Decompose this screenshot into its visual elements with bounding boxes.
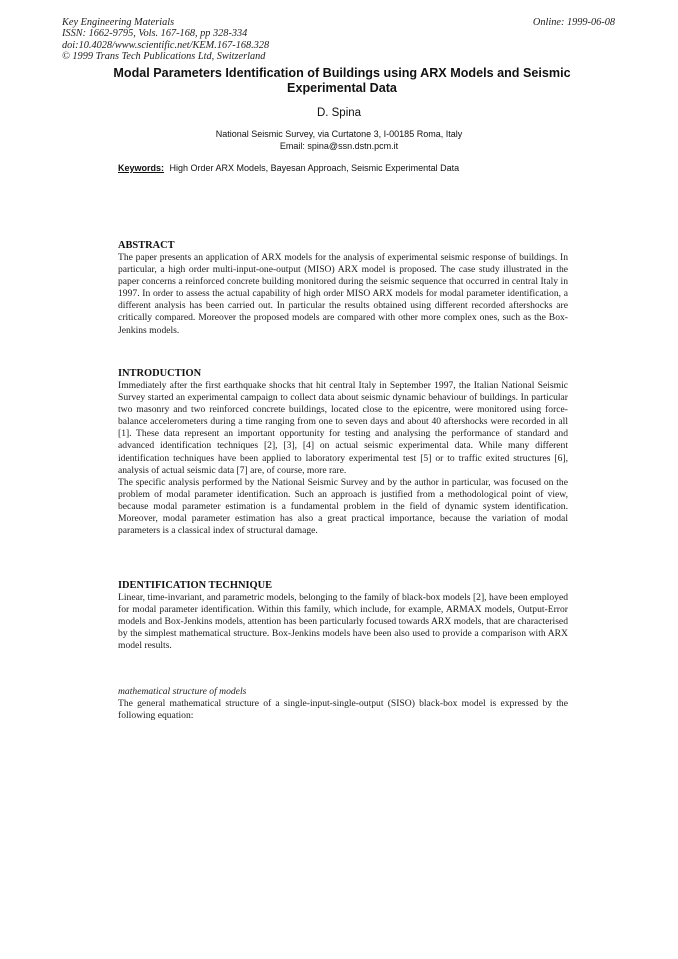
author-email: Email: spina@ssn.dstn.pcm.it bbox=[279, 141, 399, 151]
abstract-text: The paper presents an application of ARX models for the analysis of experimental seismic response of buildings. In particular, a high order multi-input-one-output (MISO) ARX model is proposed. The case study illustrated in the paper concerns a reinforced concrete building monitored during the seismic sequence that occurred in central Italy in 1997. In order to assess the actual capability of high order MISO ARX models for modal parameter identification, a different analysis has been carried out. In particular the results obtained using different recorded aftershocks are critically compared. Moreover the proposed models are compared with other more complex ones, such as the Box-Jenkins models. bbox=[118, 252, 568, 336]
author-name: D. Spina bbox=[316, 107, 362, 119]
introduction-heading: INTRODUCTION bbox=[118, 368, 202, 379]
identification-heading: IDENTIFICATION TECHNIQUE bbox=[118, 580, 273, 591]
introduction-paragraph-1: Immediately after the first earthquake shocks that hit central Italy in September 1997, the Italian National Seismic Survey started an experimental campaign to collect data about seismic dynamic behaviour of buildings. In particular two masonry and two reinforced concrete buildings, located close to the epicentre, were monitored using force-balance accelerometers during a time ranging from one to seven days and about 40 aftershocks were recorded in all [1]. These data represent an important opportunity for testing and analysing the performance of standard and advanced identification techniques [2], [3], [4] on actual seismic experimental data. While many different identification techniques have been applied to laboratory experimental test [5] or to traffic exited structures [6], analysis of actual seismic data [7] are, of course, more rare. bbox=[118, 380, 568, 476]
keywords-text: High Order ARX Models, Bayesan Approach, Seismic Experimental Data bbox=[169, 163, 460, 173]
math-structure-heading: mathematical structure of models bbox=[118, 686, 247, 697]
math-structure-text: The general mathematical structure of a single-input-single-output (SISO) black-box model is expressed by the following equation: bbox=[118, 698, 568, 722]
abstract-heading: ABSTRACT bbox=[118, 240, 175, 251]
identification-text: Linear, time-invariant, and parametric models, belonging to the family of black-box models [2], have been employed for modal parameter identification. Within this family, which include, for example, ARMAX models, Output-Error models and Box-Jenkins models, attention has been particularly focused towards ARX models, that are characterised by the simplest mathematical structure. Box-Jenkins models have been also used to provide a comparison with ARX model results. bbox=[118, 592, 568, 652]
introduction-paragraph-2: The specific analysis performed by the National Seismic Survey and by the author in particular, was focused on the problem of modal parameter identification. Such an approach is justified from a methodological point of view, because modal parameter estimation is a fundamental problem in the field of dynamic system identification. Moreover, modal parameter estimation has also a great practical importance, because the variation of modal parameters is a classical index of structural damage. bbox=[118, 476, 568, 537]
identification-section bbox=[118, 580, 568, 652]
doi-line: doi:10.4028/www.scientific.net/KEM.167-168.328 bbox=[62, 39, 270, 51]
issn-line: ISSN: 1662-9795, Vols. 167-168, pp 328-334 bbox=[62, 28, 248, 40]
keywords-label: Keywords: bbox=[118, 163, 165, 173]
affiliation-block bbox=[0, 128, 678, 152]
introduction-section bbox=[118, 368, 568, 537]
keywords-line bbox=[118, 163, 459, 173]
online-date: Online: 1999-06-08 bbox=[532, 17, 615, 28]
paper-title: Modal Parameters Identification of Buildings using ARX Models and Seismic Experimental Data bbox=[113, 66, 571, 95]
journal-info bbox=[62, 17, 269, 62]
math-structure-section bbox=[118, 686, 568, 722]
abstract-section bbox=[118, 240, 568, 337]
affiliation: National Seismic Survey, via Curtatone 3, I-00185 Roma, Italy bbox=[215, 129, 463, 139]
copyright-line: © 1999 Trans Tech Publications Ltd, Switzerland bbox=[62, 50, 266, 62]
journal-name: Key Engineering Materials bbox=[62, 17, 175, 28]
